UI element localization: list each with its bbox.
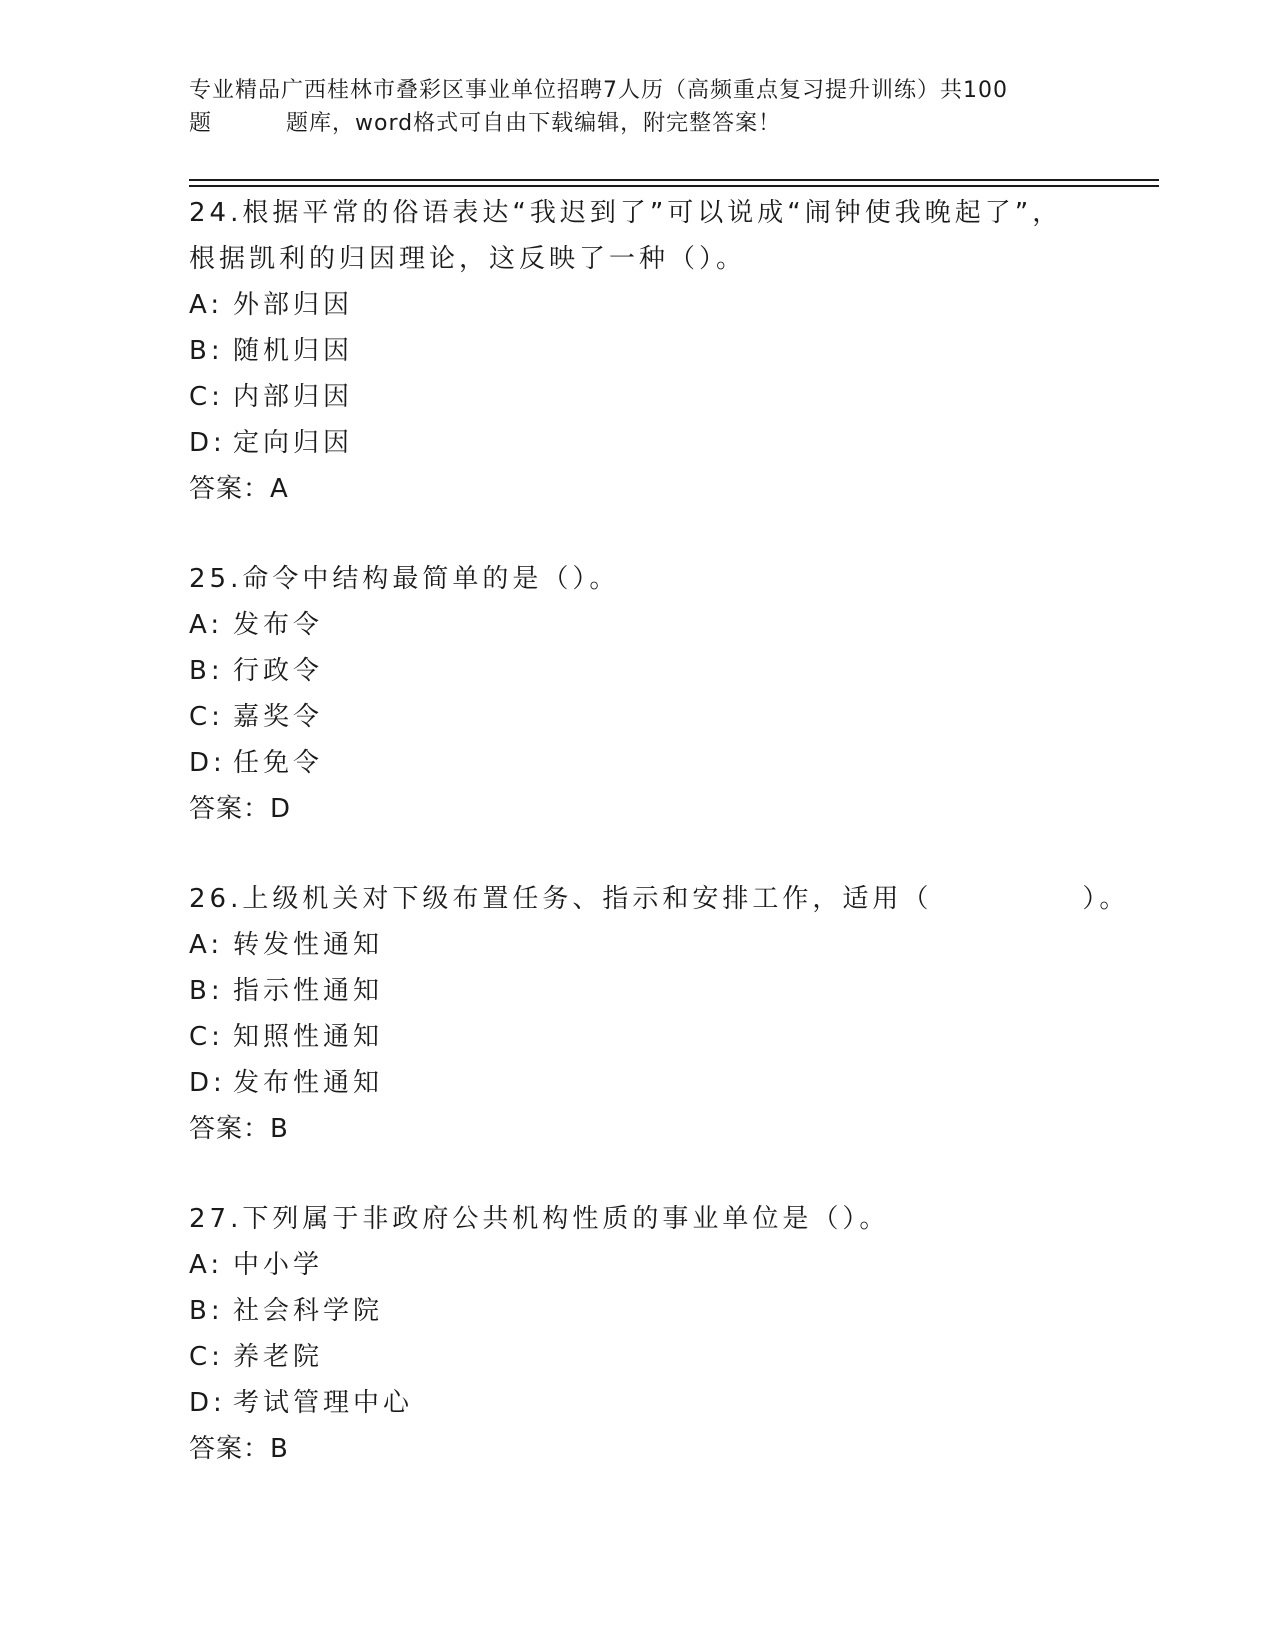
header-line-2-rest: 题库，word格式可自由下载编辑，附完整答案！ — [286, 111, 782, 136]
option-b — [189, 648, 1149, 694]
option-d — [189, 1060, 1149, 1106]
answer-line: 答案：B — [189, 1114, 289, 1144]
header-divider-bottom — [189, 185, 1159, 187]
option-letter: D: — [189, 428, 226, 458]
option-text: 社会科学院 — [233, 1296, 384, 1326]
option-c — [189, 1014, 1149, 1060]
option-letter: A: — [189, 290, 224, 320]
option-letter: D: — [189, 1388, 226, 1418]
question-stem-line: 26.上级机关对下级布置任务、指示和安排工作，适用（ ）。 — [189, 884, 1130, 914]
option-letter: C: — [189, 1342, 224, 1372]
header-line-1: 专业精品广西桂林市叠彩区事业单位招聘7人历（高频重点复习提升训练）共100 — [189, 78, 1008, 103]
answer-line: 答案：B — [189, 1434, 289, 1464]
option-b — [189, 1288, 1149, 1334]
option-a — [189, 602, 1149, 648]
option-text: 发布性通知 — [233, 1068, 384, 1098]
option-text: 转发性通知 — [233, 930, 384, 960]
question-stem-line: 根据凯利的归因理论，这反映了一种（）。 — [189, 244, 747, 274]
option-d — [189, 1380, 1149, 1426]
option-d — [189, 420, 1149, 466]
question-24 — [189, 190, 1149, 512]
answer-line: 答案：A — [189, 474, 289, 504]
header-line-2-start: 题 — [189, 111, 213, 136]
option-a — [189, 922, 1149, 968]
header-divider-top — [189, 179, 1159, 181]
option-letter: B: — [189, 656, 224, 686]
document-header — [189, 74, 1089, 140]
option-a — [189, 1242, 1149, 1288]
option-letter: A: — [189, 610, 224, 640]
option-text: 养老院 — [233, 1342, 324, 1372]
question-list — [189, 190, 1149, 1516]
question-25 — [189, 556, 1149, 832]
option-letter: A: — [189, 930, 224, 960]
option-letter: C: — [189, 382, 224, 412]
header-line-2 — [189, 107, 1089, 140]
option-letter: C: — [189, 1022, 224, 1052]
option-a — [189, 282, 1149, 328]
option-text: 考试管理中心 — [233, 1388, 414, 1418]
question-stem-line: 27.下列属于非政府公共机构性质的事业单位是（）。 — [189, 1204, 890, 1234]
option-text: 行政令 — [233, 656, 324, 686]
option-b — [189, 328, 1149, 374]
option-text: 中小学 — [233, 1250, 324, 1280]
option-text: 发布令 — [233, 610, 324, 640]
option-text: 定向归因 — [233, 428, 354, 458]
option-c — [189, 374, 1149, 420]
option-letter: D: — [189, 748, 226, 778]
option-letter: B: — [189, 976, 224, 1006]
option-letter: B: — [189, 336, 224, 366]
option-b — [189, 968, 1149, 1014]
option-text: 指示性通知 — [233, 976, 384, 1006]
option-letter: A: — [189, 1250, 224, 1280]
option-c — [189, 1334, 1149, 1380]
question-stem-line: 25.命令中结构最简单的是（）。 — [189, 564, 620, 594]
option-letter: C: — [189, 702, 224, 732]
option-d — [189, 740, 1149, 786]
option-text: 外部归因 — [233, 290, 354, 320]
option-c — [189, 694, 1149, 740]
option-text: 知照性通知 — [233, 1022, 384, 1052]
option-text: 任免令 — [233, 748, 324, 778]
option-letter: B: — [189, 1296, 224, 1326]
option-letter: D: — [189, 1068, 226, 1098]
option-text: 随机归因 — [233, 336, 354, 366]
option-text: 内部归因 — [233, 382, 354, 412]
question-stem-line: 24.根据平常的俗语表达“我迟到了”可以说成“闹钟使我晚起了”， — [189, 198, 1063, 228]
answer-line: 答案：D — [189, 794, 292, 824]
option-text: 嘉奖令 — [233, 702, 324, 732]
question-27 — [189, 1196, 1149, 1472]
question-26 — [189, 876, 1149, 1152]
